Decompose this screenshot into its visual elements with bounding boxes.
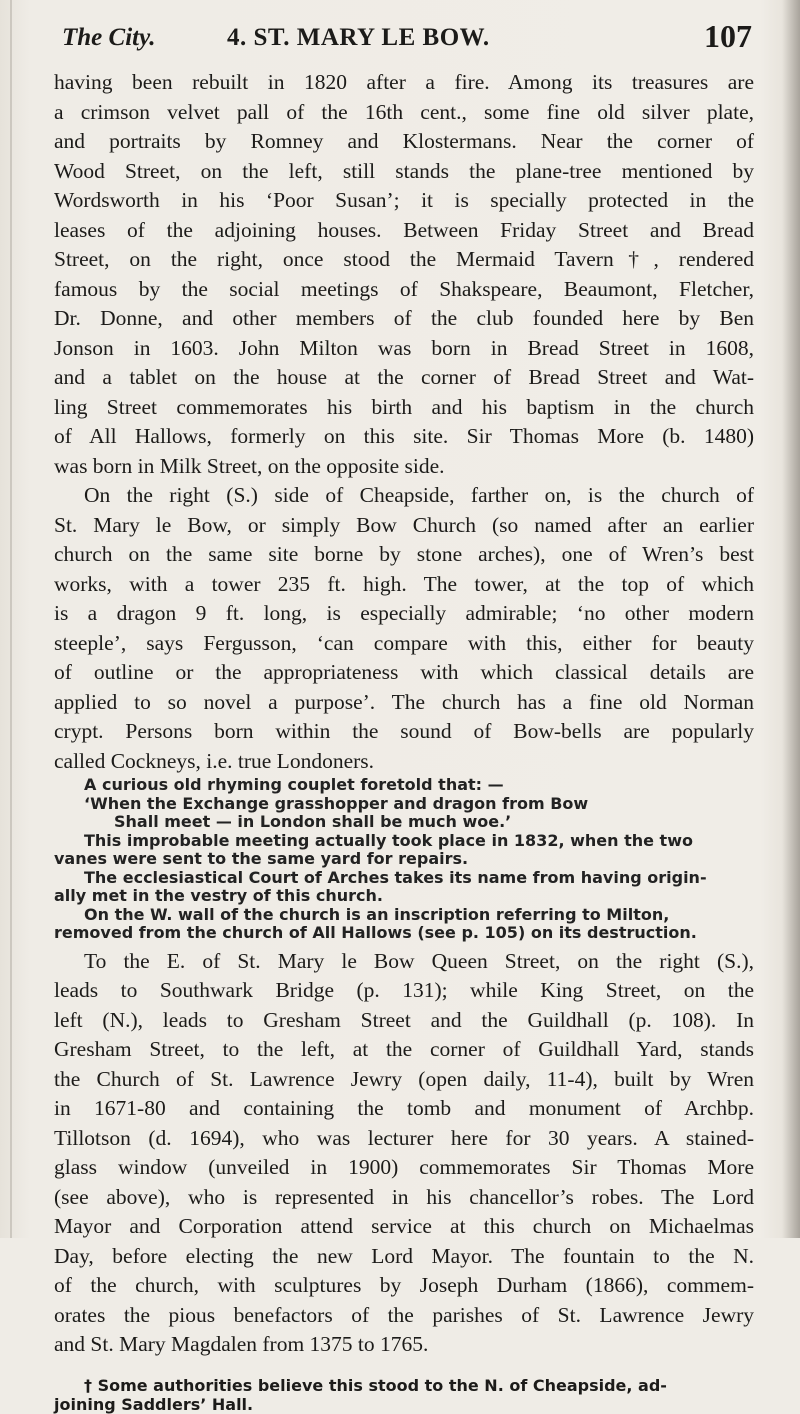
note-line: The ecclesiastical Court of Arches takes its name from having origin-: [84, 867, 707, 887]
note-line: On the W. wall of the church is an inscription referring to Milton,: [84, 904, 670, 924]
note-line: ally met in the vestry of this church.: [54, 886, 384, 905]
footnote: [54, 1376, 754, 1414]
text-line: glass window (unveiled in 1900) commemorates Sir Thomas More: [54, 1155, 754, 1179]
text-line: of the church, with sculptures by Joseph Durham (1866), commem-: [54, 1273, 754, 1297]
text-line: of outline or the appropriateness with which classical details are: [54, 660, 754, 684]
text-line: a crimson velvet pall of the 16th cent., some fine old silver plate,: [54, 99, 754, 124]
text-line: the Church of St. Lawrence Jewry (open daily, 11-4), built by Wren: [54, 1066, 754, 1091]
text-line: Street, on the right, once stood the Mermaid Tavern†, rendered: [54, 247, 754, 271]
text-line: Mayor and Corporation attend service at this church on Michaelmas: [54, 1214, 754, 1238]
text-line: orates the pious benefactors of the parishes of St. Lawrence Jewry: [54, 1302, 754, 1327]
paragraph-2: [54, 481, 754, 776]
text-line: Dr. Donne, and other members of the club founded here by Ben: [54, 306, 754, 330]
text-line: Day, before electing the new Lord Mayor. The fountain to the N.: [54, 1243, 754, 1268]
text-line: and St. Mary Magdalen from 1375 to 1765.: [54, 1332, 429, 1356]
small-print-note: [54, 776, 754, 943]
text-line: Tillotson (d. 1694), who was lecturer here for 30 years. A stained-: [54, 1125, 754, 1150]
footnote-line: joining Saddlers’ Hall.: [54, 1394, 254, 1414]
paragraph-1: [54, 68, 754, 481]
note-line: A curious old rhyming couplet foretold that: —: [84, 775, 504, 794]
note-line: removed from the church of All Hallows (see p. 105) on its destruction.: [54, 923, 697, 942]
note-line: Shall meet — in London shall be much woe.’: [114, 812, 512, 831]
text-line: Jonson in 1603. John Milton was born in Bread Street in 1608,: [54, 335, 754, 360]
note-line: ‘When the Exchange grasshopper and dragon from Bow: [84, 793, 589, 813]
text-line: in 1671-80 and containing the tomb and monument of Archbp.: [54, 1096, 754, 1120]
page-number: 107: [704, 18, 752, 54]
text-line: (see above), who is represented in his chancellor’s robes. The Lord: [54, 1184, 754, 1209]
text-line: Wood Street, on the left, still stands the plane-tree mentioned by: [54, 158, 754, 183]
note-line: vanes were sent to the same yard for repairs.: [54, 849, 469, 868]
footnote-line: † Some authorities believe this stood to the N. of Cheapside, ad-: [84, 1375, 667, 1395]
page-edge-shadow: [782, 0, 800, 1238]
header-section-title: The City.: [62, 24, 156, 51]
text-line: was born in Milk Street, on the opposite side.: [54, 453, 445, 478]
text-line: crypt. Persons born within the sound of Bow-bells are popularly: [54, 719, 754, 743]
text-line: of All Hallows, formerly on this site. Sir Thomas More (b. 1480): [54, 424, 754, 448]
text-line: Gresham Street, to the left, at the corner of Guildhall Yard, stands: [54, 1037, 754, 1061]
paragraph-3: [54, 947, 754, 1360]
text-line: church on the same site borne by stone arches), one of Wren’s best: [54, 542, 754, 566]
text-line: having been rebuilt in 1820 after a fire. Among its treasures are: [54, 70, 754, 94]
header-chapter-title: 4. ST. MARY LE BOW.: [227, 24, 490, 51]
text-line: leases of the adjoining houses. Between Friday Street and Bread: [54, 217, 754, 242]
text-line: St. Mary le Bow, or simply Bow Church (so named after an earlier: [54, 512, 754, 537]
text-line: and a tablet on the house at the corner of Bread Street and Wat-: [54, 365, 754, 389]
page-fold-line: [10, 0, 12, 1238]
text-line: left (N.), leads to Gresham Street and the Guildhall (p. 108). In: [54, 1007, 754, 1032]
text-line: Wordsworth in his ‘Poor Susan’; it is specially protected in the: [54, 188, 754, 212]
text-line: called Cockneys, i.e. true Londoners.: [54, 748, 375, 773]
text-line: famous by the social meetings of Shakspeare, Beaumont, Fletcher,: [54, 276, 754, 301]
text-line: and portraits by Romney and Klostermans. Near the corner of: [54, 129, 754, 153]
note-line: This improbable meeting actually took place in 1832, when the two: [84, 830, 693, 850]
text-line: steeple’, says Fergusson, ‘can compare with this, either for beauty: [54, 630, 754, 655]
text-line: On the right (S.) side of Cheapside, farther on, is the church of: [84, 483, 754, 507]
running-header: [62, 18, 752, 62]
text-line: applied to so novel a purpose’. The church has a fine old Norman: [54, 689, 754, 714]
text-line: is a dragon 9 ft. long, is especially admirable; ‘no other modern: [54, 601, 754, 625]
text-line: ling Street commemorates his birth and his baptism in the church: [54, 394, 754, 419]
text-line: leads to Southwark Bridge (p. 131); while King Street, on the: [54, 978, 754, 1002]
page-body: [54, 68, 754, 1414]
text-line: works, with a tower 235 ft. high. The tower, at the top of which: [54, 571, 754, 596]
text-line: To the E. of St. Mary le Bow Queen Street, on the right (S.),: [84, 948, 754, 973]
